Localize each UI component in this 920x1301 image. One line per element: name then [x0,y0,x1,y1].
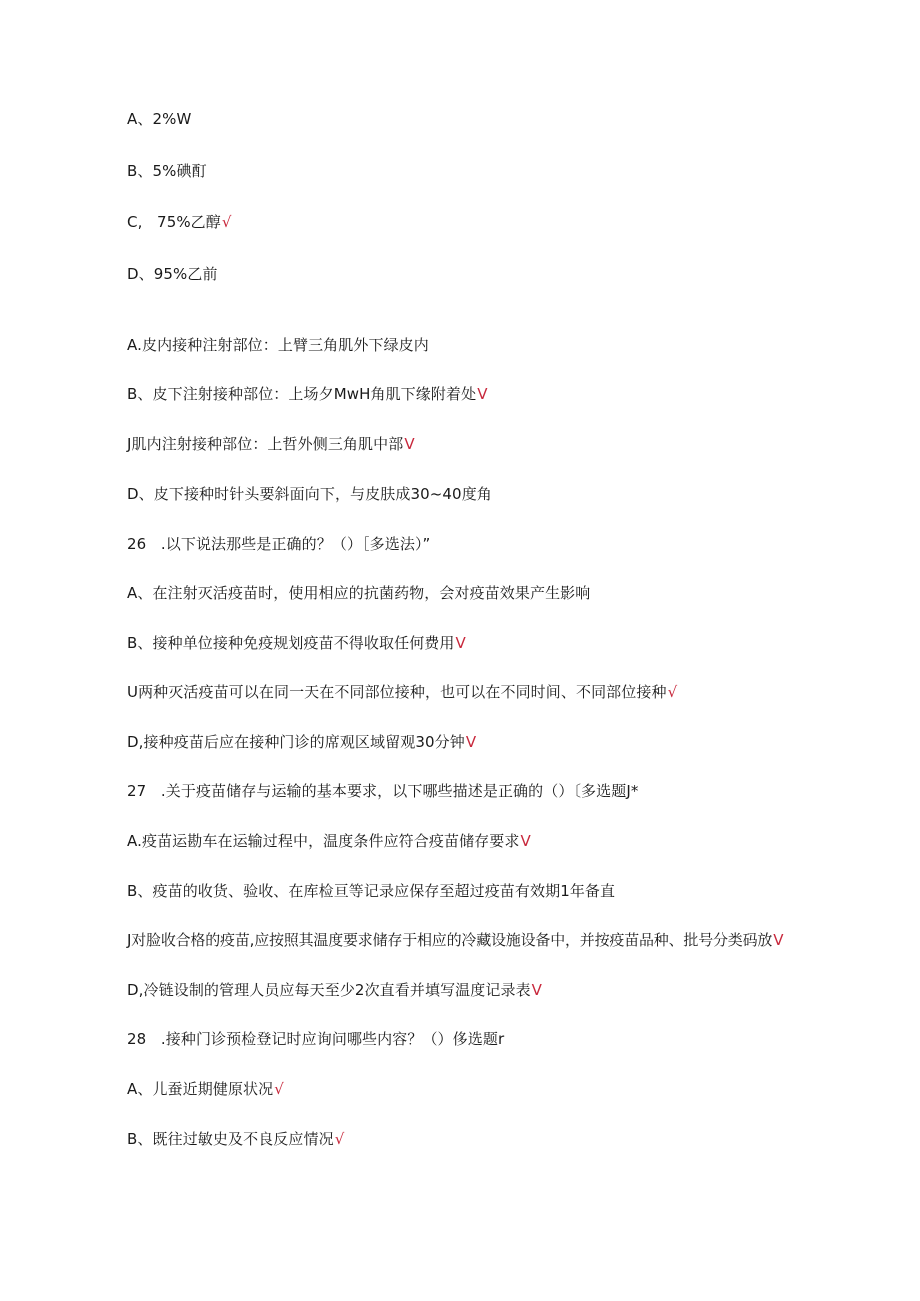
option-text: A、在注射灭活疫苗时，使用相应的抗菌药物，会对疫苗效果产生影响 [127,584,591,602]
option-line [127,264,219,284]
option-text: A.疫苗运勘车在运输过程中，温度条件应符合疫苗储存要求 [127,832,520,850]
option-text: J对脸收合格的疫苗,应按照其温度要求储存于相应的冷藏设施设备中，并按疫苗品种、批号分类码放 [127,931,773,949]
option-line [127,881,616,901]
option-text: D、95%乙前 [127,265,218,283]
option-line [127,980,542,1000]
option-line [127,212,232,232]
option-text: A、2%W [127,110,192,128]
answer-mark: √ [274,1080,284,1098]
answer-mark: V [773,931,784,949]
answer-mark: V [465,733,477,751]
answer-mark: √ [667,683,678,701]
question-line [127,1029,505,1049]
option-line [127,109,192,129]
answer-mark: V [531,981,543,999]
option-line [127,583,591,603]
question-line [127,781,640,801]
answer-mark: √ [334,1130,345,1148]
option-text: J肌内注射接种部位：上哲外侧三角肌中部 [127,435,404,453]
option-text: B、皮下注射接种部位：上场夕MwH角肌下缘附着处 [127,385,477,403]
option-line [127,831,531,851]
option-text: A、儿蚕近期健原状况 [127,1080,274,1098]
option-line [127,1079,284,1099]
answer-mark: V [404,435,415,453]
question-text: 27 .关于疫苗储存与运输的基本要求，以下哪些描述是正确的（）〔多选题J* [127,782,639,800]
option-text: C, 75%乙醇 [127,213,221,231]
option-text: A.皮内接种注射部位：上臂三角肌外下绿皮内 [127,336,429,354]
option-line [127,930,783,950]
option-text: B、既往过敏史及不良反应情况 [127,1130,334,1148]
option-line [127,682,677,702]
option-line [127,732,476,752]
option-line [127,633,466,653]
option-text: D,接种疫苗后应在接种门诊的席观区域留观30分钟 [127,733,465,751]
option-line [127,434,415,454]
option-text: D,冷链设制的管理人员应每天至少2次直看并填写温度记录表 [127,981,531,999]
option-line [127,1129,344,1149]
answer-mark: V [455,634,466,652]
option-text: B、5%碘酊 [127,162,207,180]
option-line [127,161,208,181]
option-text: B、疫苗的收货、验收、在库检亘等记录应保存至超过疫苗有效期1年备直 [127,882,616,900]
answer-mark: V [520,832,531,850]
option-text: B、接种单位接种免疫规划疫苗不得收取任何费用 [127,634,455,652]
question-line [127,534,431,554]
answer-mark: V [477,385,488,403]
answer-mark: √ [221,213,232,231]
question-text: 28 .接种门诊预检登记时应询问哪些内容？（）侈选题r [127,1030,505,1048]
option-line [127,484,493,504]
option-text: U两种灭活疫苗可以在同一天在不同部位接种，也可以在不同时间、不同部位接种 [127,683,667,701]
option-line [127,335,430,355]
option-line [127,384,488,404]
option-text: D、皮下接种时针头要斜面向下，与皮肤成30~40度角 [127,485,492,503]
question-text: 26 .以下说法那些是正确的？（）［多选法）” [127,535,431,553]
